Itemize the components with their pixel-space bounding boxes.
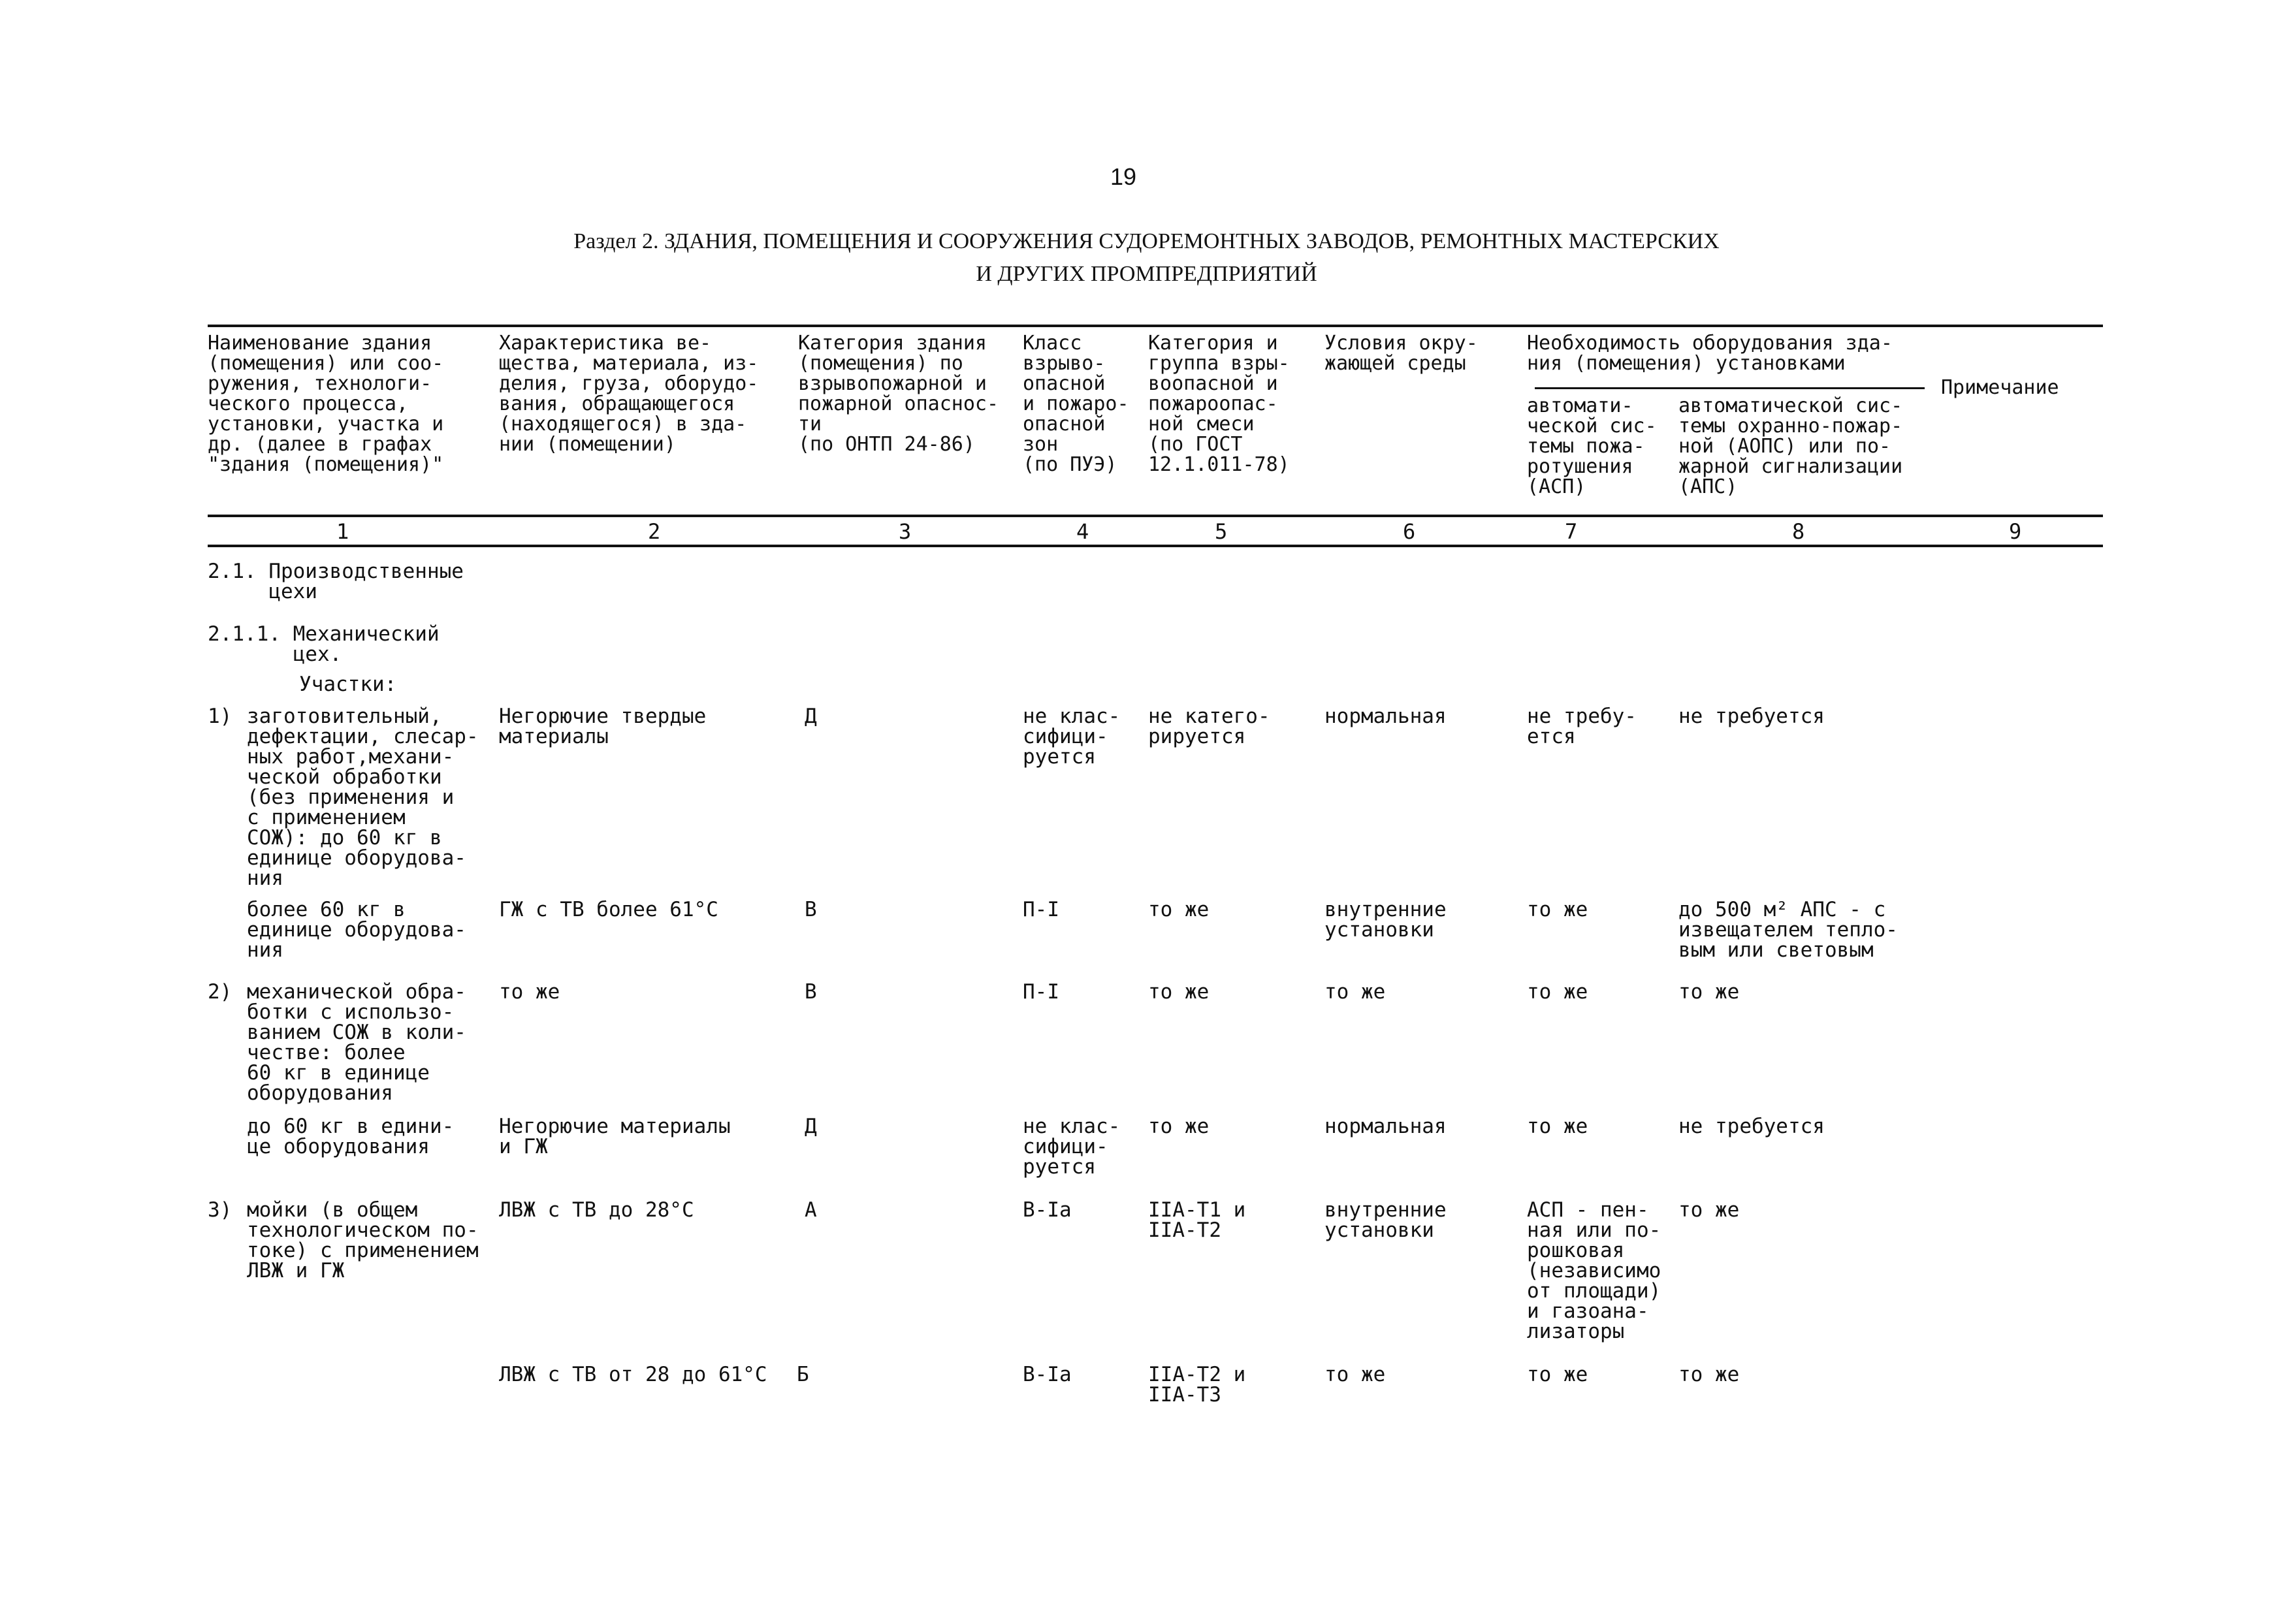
section-heading: 2.1. Производственные цехи: [208, 560, 464, 603]
header-asp: автомати- ческой сис- темы пожа- ротушения (АСП): [1527, 394, 1657, 498]
cell-substance: Негорючие твердые материалы: [499, 705, 707, 748]
table-top-rule: [208, 325, 2103, 327]
cell-asp: то же: [1527, 898, 1588, 921]
column-number-8: 8: [1792, 519, 1805, 544]
column-number-4: 4: [1076, 519, 1089, 544]
page-number: 19: [1110, 163, 1137, 190]
cell-aops: то же: [1678, 980, 1740, 1004]
row-number: 3): [208, 1198, 233, 1222]
cell-asp: то же: [1527, 980, 1588, 1004]
row-number: 1): [208, 705, 233, 728]
cell-substance: Негорючие материалы и ГЖ: [499, 1115, 731, 1158]
cell-category: Б: [797, 1363, 809, 1386]
cell-mixture: то же: [1148, 1115, 1210, 1138]
cell-aops: не требуется: [1678, 705, 1825, 728]
header-note: Примечание: [1941, 376, 2059, 399]
cell-substance: ЛВЖ с ТВ от 28 до 61°С: [499, 1363, 767, 1386]
cell-asp: АСП - пен- ная или по- рошковая (независимо от площади) и газоана- лизаторы: [1527, 1198, 1661, 1343]
cell-mixture: IIА-Т1 и IIА-Т2: [1148, 1198, 1246, 1242]
cell-zone-class: не клас- сифици- руется: [1023, 1115, 1121, 1179]
column-number-6: 6: [1403, 519, 1416, 544]
column-number-2: 2: [648, 519, 661, 544]
cell-asp: то же: [1527, 1115, 1588, 1138]
header-substance: Характеристика ве- щества, материала, из- делия, груза, оборудо- вания, обращающегося (находящегося) в зда- нии (помещении): [499, 332, 759, 456]
header-bottom-rule: [208, 515, 2103, 517]
cell-zone-class: не клас- сифици- руется: [1023, 705, 1121, 769]
cell-substance: ЛВЖ с ТВ до 28°С: [499, 1198, 694, 1222]
cell-mixture: то же: [1148, 898, 1210, 921]
cell-asp: не требу- ется: [1527, 705, 1637, 748]
cell-mixture: не катего- рируется: [1148, 705, 1270, 748]
header-mixture-category: Категория и группа взры- воопасной и пожароопас- ной смеси (по ГОСТ 12.1.011-78): [1148, 332, 1290, 476]
header-zone-class: Класс взрыво- опасной и пожаро- опасной зон (по ПУЭ): [1023, 332, 1129, 476]
column-number-9: 9: [2009, 519, 2022, 544]
column-number-3: 3: [899, 519, 912, 544]
cell-name: механической обра- ботки с использо- ванием СОЖ в коли- честве: более 60 кг в единице оборудования: [247, 980, 466, 1105]
cell-category: Д: [805, 1115, 817, 1138]
section-title: [0, 225, 2293, 291]
cell-environment: внутренние установки: [1324, 1198, 1447, 1242]
cell-aops: не требуется: [1678, 1115, 1825, 1138]
header-building-name: Наименование здания (помещения) или соо- ружения, технологи- ческого процесса, установки, участка и др. (далее в графах "здания (помещения)": [208, 332, 444, 476]
cell-substance: то же: [499, 980, 560, 1004]
column-number-1: 1: [336, 519, 349, 544]
section-title-line1: Раздел 2. ЗДАНИЯ, ПОМЕЩЕНИЯ И СООРУЖЕНИЯ СУДОРЕМОНТНЫХ ЗАВОДОВ, РЕМОНТНЫХ МАСТЕРСКИХ: [573, 229, 1720, 253]
subsection-heading: 2.1.1. Механический цех.: [208, 622, 440, 666]
cell-substance: ГЖ с ТВ более 61°С: [499, 898, 718, 921]
header-equipment-need: Необходимость оборудования зда- ния (помещения) установками: [1527, 332, 1893, 375]
header-aops: автоматической сис- темы охранно-пожар- ной (АОПС) или по- жарной сигнализации (АПС): [1678, 394, 1903, 498]
cell-name: мойки (в общем технологическом по- токе) с применением ЛВЖ и ГЖ: [247, 1198, 479, 1282]
cell-name: до 60 кг в едини- це оборудования: [247, 1115, 455, 1158]
column-numbers-rule: [208, 545, 2103, 547]
cell-environment: внутренние установки: [1324, 898, 1447, 942]
header-category: Категория здания (помещения) по взрывопожарной и пожарной опаснос- ти (по ОНТП 24-86): [798, 332, 999, 456]
cell-mixture: то же: [1148, 980, 1210, 1004]
cell-mixture: IIА-Т2 и IIА-Т3: [1148, 1363, 1246, 1407]
cell-category: А: [805, 1198, 817, 1222]
cell-aops: то же: [1678, 1363, 1740, 1386]
column-number-5: 5: [1215, 519, 1228, 544]
cell-category: В: [805, 980, 817, 1004]
cell-category: Д: [805, 705, 817, 728]
header-environment: Условия окру- жающей среды: [1324, 332, 1478, 375]
cell-aops: то же: [1678, 1198, 1740, 1222]
cell-asp: то же: [1527, 1363, 1588, 1386]
group-header-rule: [1535, 387, 1925, 389]
cell-zone-class: П-I: [1023, 898, 1059, 921]
cell-name: заготовительный, дефектации, слесар- ных работ,механи- ческой обработки (без применения и с применением СОЖ): до 60 кг в единице оборудова- ния: [247, 705, 479, 890]
column-number-7: 7: [1565, 519, 1578, 544]
section-title-line2: И ДРУГИХ ПРОМПРЕДПРИЯТИЙ: [976, 262, 1317, 286]
cell-zone-class: В-Iа: [1023, 1198, 1072, 1222]
cell-environment: то же: [1324, 980, 1386, 1004]
cell-category: В: [805, 898, 817, 921]
cell-environment: нормальная: [1324, 705, 1447, 728]
cell-environment: то же: [1324, 1363, 1386, 1386]
cell-name: более 60 кг в единице оборудова- ния: [247, 898, 466, 962]
cell-aops: до 500 м² АПС - с извещателем тепло- вым или световым: [1678, 898, 1898, 962]
cell-environment: нормальная: [1324, 1115, 1447, 1138]
cell-zone-class: В-Iа: [1023, 1363, 1072, 1386]
row-number: 2): [208, 980, 233, 1004]
areas-label: Участки:: [299, 673, 397, 696]
cell-zone-class: П-I: [1023, 980, 1059, 1004]
